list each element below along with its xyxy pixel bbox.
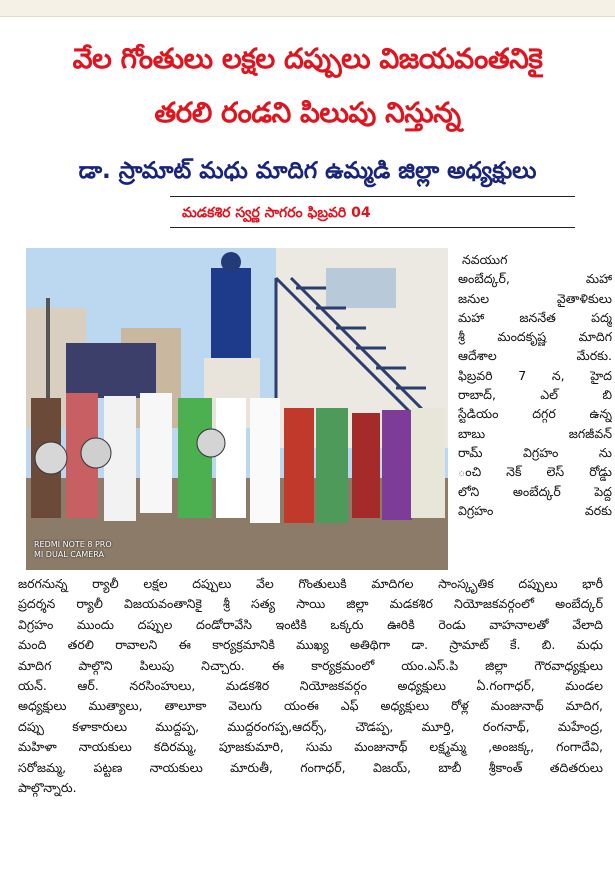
side-line: అంబేద్కర్, మహా — [458, 271, 612, 287]
body-line: ప్రదర్శన ర్యాలీ విజయవంతానికై శ్రీ సత్య సాయి జిల్లా మడకశిర నియోజకవర్గంలో అంబేద్కర్ — [18, 596, 603, 612]
body-line: యన్. ఆర్. నరసింహులు, మడకశిర నియోజకవర్గం అధ్యక్షులు ఏ.గంగాధర్, మండల — [18, 678, 603, 694]
side-line: ఆదేశాల మేరకు. — [458, 348, 612, 364]
body-line: మహిళా నాయకులు కదిరమ్మ, పూజకుమారి, సుమ మంజునాథ్ లక్ష్మమ్మ ,అంజక్క, గంగాదేవి, — [18, 739, 603, 755]
camera-watermark: REDMI NOTE 8 PRO MI DUAL CAMERA — [34, 540, 112, 559]
news-photo — [26, 248, 448, 570]
side-line: శ్రీ మందకృష్ణ మాదిగ — [458, 329, 612, 345]
body-line: విగ్రహం ముందు దప్పుల దండోరావేసి ఇంటికి ఒక్కరు ఊరికి రెండు వాహనాలతో వేలాది — [18, 616, 603, 632]
side-line: జనుల వైతాళికులు — [458, 290, 612, 306]
dateline-bottom-rule — [170, 227, 575, 228]
body-line: అధ్యక్షులు ముత్యాలు, తాలూకా వెలుగు యంఈ ఎఫ్ అధ్యక్షులు రోళ్ల మంజునాథ్ మాదిగ, — [18, 698, 603, 714]
headline-line-1: వేల గోంతులు లక్షల దప్పులు విజయవంతనికై — [72, 42, 543, 75]
subheadline: డా. స్రామాట్ మధు మాదిగ ఉమ్మడి జిల్లా అధ్యక్షులు — [78, 158, 537, 184]
side-line: ంచి నెక్ లెస్ రోడ్డు — [458, 464, 612, 480]
people-group — [31, 393, 445, 523]
headline-line-2: తరలి రండని పిలుపు నిస్తున్న — [154, 96, 461, 129]
body-line: మంది తరలి రావాలని ఈ కార్యక్రమానికి ముఖ్య అతిథిగా డా. స్రామాట్ కే. బి. మధు — [18, 637, 603, 653]
side-line: నవయుగ — [462, 252, 508, 267]
side-line: ఫిబ్రవరి 7 న, హైద — [458, 367, 612, 383]
body-line: మాదిగ పాల్గొని పిలుపు నిచ్చారు. ఈ కార్యక్రమంలో యం.ఎస్.పి జిల్లా గౌరవాధ్యక్షులు — [18, 657, 603, 673]
body-line: పాల్గొన్నారు. — [18, 780, 77, 796]
side-line: బాబు జగజీవన్ — [458, 425, 612, 441]
side-line: రాబాద్, ఎల్ బి — [458, 387, 612, 403]
dateline: మడకశిర స్వర్ణ సాగరం ఫిబ్రవరి 04 — [182, 205, 371, 221]
body-line: సరోజమ్మ, పట్టణ నాయకులు మారుతీ, గంగాధర్, విజయ్, బాబీ శ్రీకాంత్ తదితరులు — [18, 759, 603, 775]
article-body — [18, 574, 603, 798]
photo-illustration — [26, 248, 448, 570]
side-line: విగ్రహం వరకు — [458, 502, 612, 518]
side-line: రామ్ విగ్రహం ను — [458, 444, 612, 460]
side-line: స్టేడియం దగ్గర ఉన్న — [458, 406, 612, 422]
body-line: జరగనున్న ర్యాలీ లక్షల దప్పులు వేల గొంతులుకి మాదిగల సాంస్కృతిక దప్పులు భారీ — [18, 576, 603, 591]
statue — [211, 268, 251, 358]
side-column-text — [458, 250, 612, 520]
side-line: మహా జననేత పద్మ — [458, 309, 612, 325]
body-line: దప్పు కళాకారులు ముద్దప్ప, ముద్దరంగప్ప,ఆదర్స్, చౌడప్ప, మూర్తి, రంగనాథ్, మహేంద్ర, — [18, 718, 603, 734]
dateline-top-rule — [170, 196, 575, 197]
page-top-strip — [0, 0, 615, 17]
banner-board — [66, 343, 156, 398]
side-line: లోని అంబేద్కర్ పెద్ద — [458, 483, 612, 499]
